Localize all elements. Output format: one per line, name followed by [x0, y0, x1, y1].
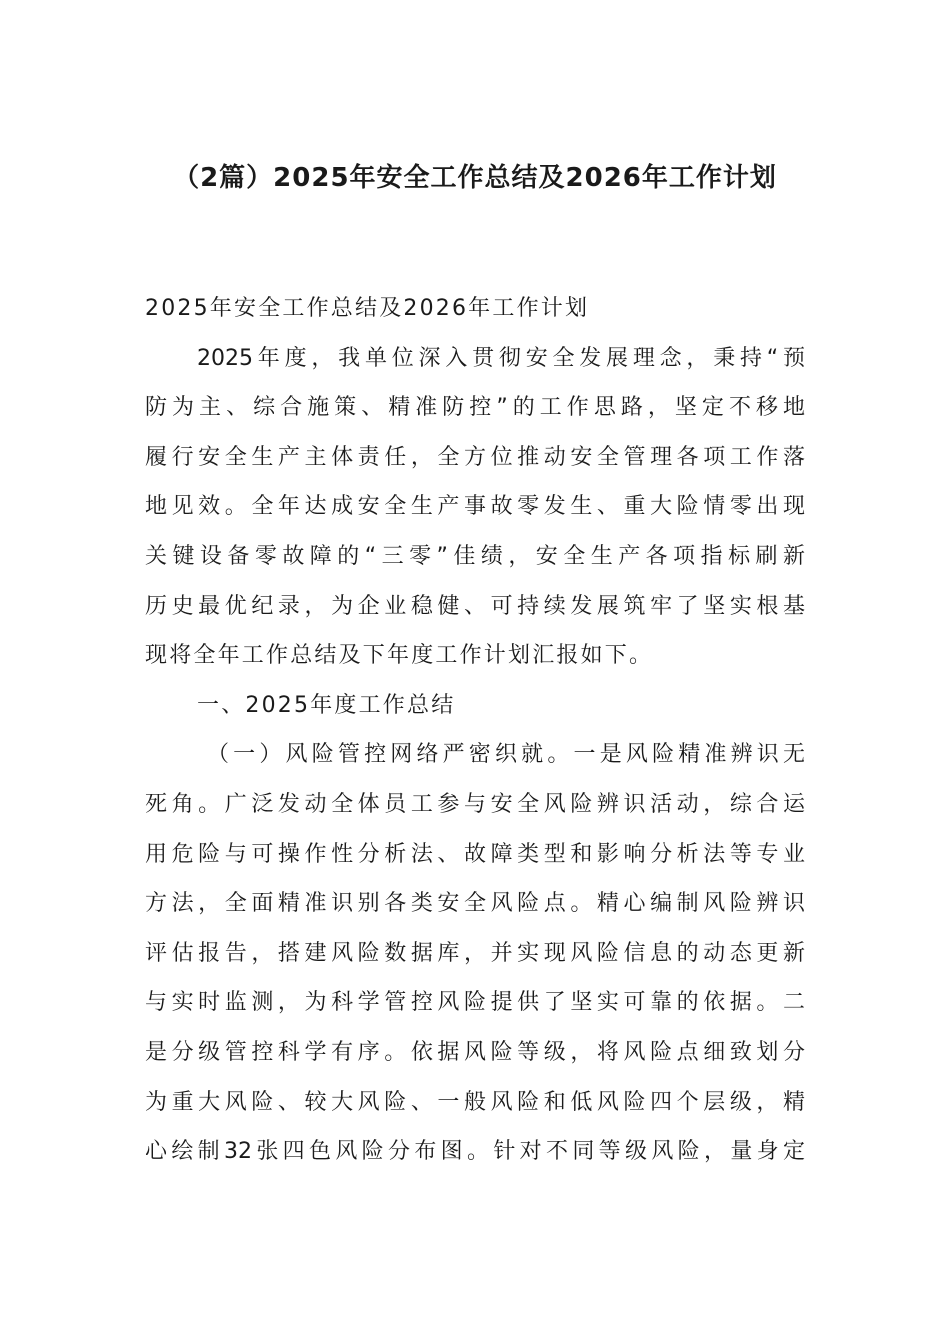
paragraph-line: 地见效。全年达成安全生产事故零发生、重大险情零出现 — [145, 494, 805, 520]
paragraph-line: 是分级管控科学有序。依据风险等级，将风险点细致划分 — [145, 1039, 805, 1065]
paragraph-line: （一）风险管控网络严密织就。一是风险精准辨识无 — [207, 742, 805, 768]
paragraph-line: 现将全年工作总结及下年度工作计划汇报如下。 — [145, 643, 654, 669]
document-body — [145, 284, 805, 1177]
paragraph-line: 为重大风险、较大风险、一般风险和低风险四个层级，精 — [145, 1089, 805, 1115]
document-title: （2篇）2025年安全工作总结及2026年工作计划 — [173, 163, 777, 193]
paragraph-line: 评估报告，搭建风险数据库，并实现风险信息的动态更新 — [145, 940, 805, 966]
paragraph-line: 防为主、综合施策、精准防控”的工作思路，坚定不移地 — [145, 395, 805, 421]
section-heading: 一、2025年度工作总结 — [197, 692, 456, 718]
paragraph-line: 心绘制32张四色风险分布图。针对不同等级风险，量身定 — [145, 1139, 805, 1165]
paragraph-line: 履行安全生产主体责任，全方位推动安全管理各项工作落 — [145, 444, 805, 470]
paragraph-line: 死角。广泛发动全体员工参与安全风险辨识活动，综合运 — [145, 791, 805, 817]
paragraph-line: 历史最优纪录，为企业稳健、可持续发展筑牢了坚实根基 — [145, 593, 805, 619]
paragraph-line: 用危险与可操作性分析法、故障类型和影响分析法等专业 — [145, 841, 805, 867]
paragraph-line: 方法，全面精准识别各类安全风险点。精心编制风险辨识 — [145, 891, 805, 917]
paragraph-line: 关键设备零故障的“三零”佳绩，安全生产各项指标刷新 — [145, 543, 805, 569]
paragraph-line: 与实时监测，为科学管控风险提供了坚实可靠的依据。二 — [145, 990, 805, 1016]
paragraph-line: 2025年度，我单位深入贯彻安全发展理念，秉持“预 — [197, 345, 805, 371]
section-heading: 2025年安全工作总结及2026年工作计划 — [145, 296, 590, 321]
